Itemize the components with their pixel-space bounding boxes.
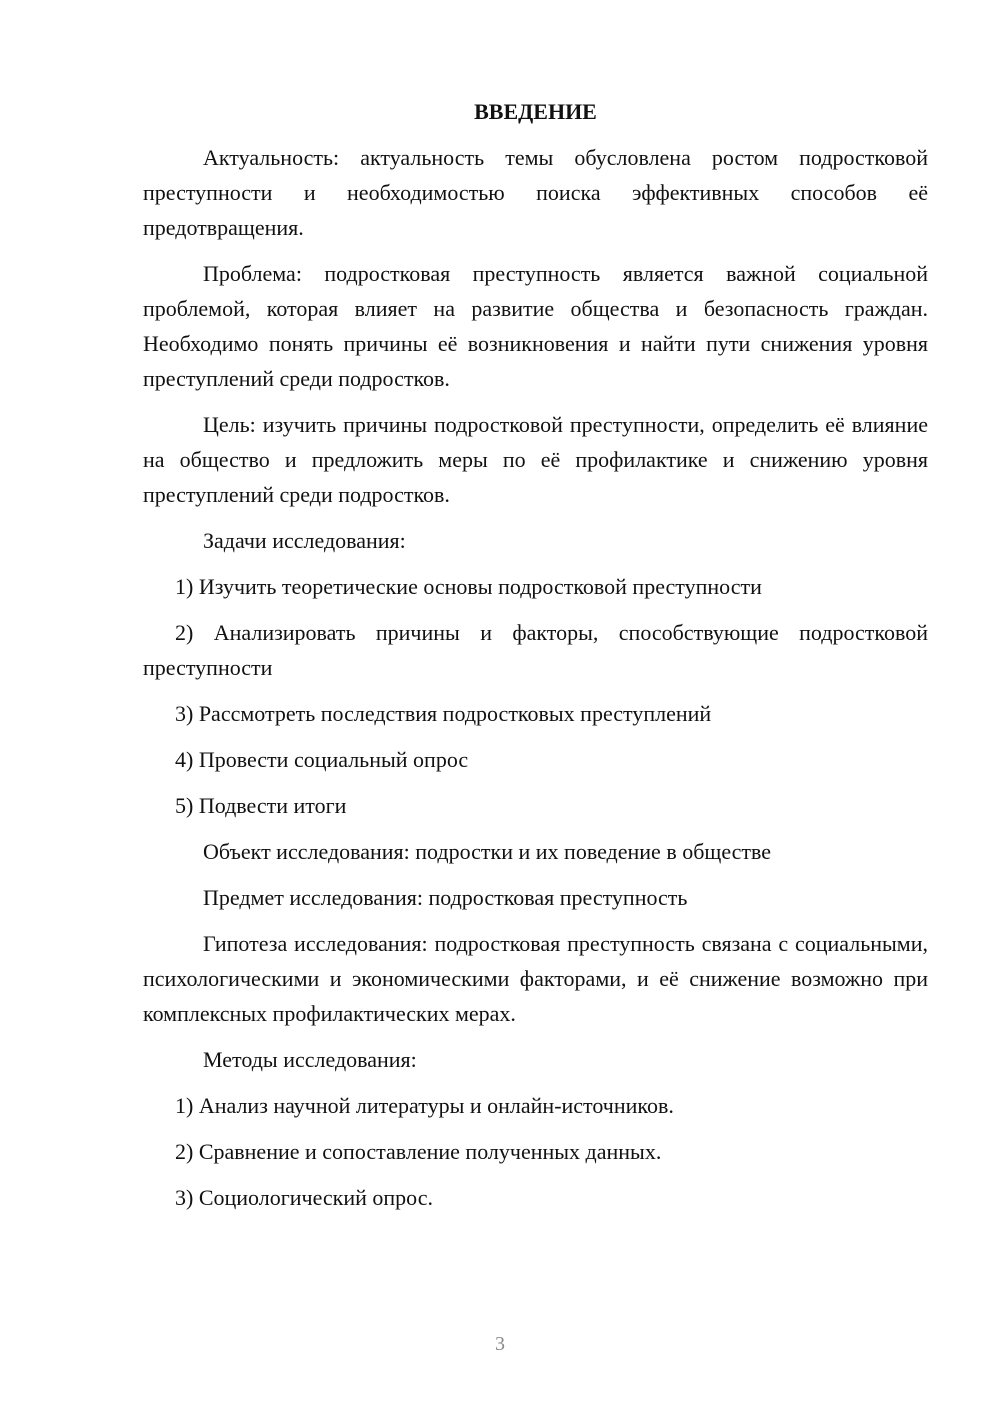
task-item: 2) Анализировать причины и факторы, способствующие подростковой преступности (143, 620, 928, 680)
page-number: 3 (495, 1333, 505, 1355)
task-item: 3) Рассмотреть последствия подростковых преступлений (175, 701, 712, 726)
subject-paragraph: Предмет исследования: подростковая преступность (203, 885, 688, 910)
task-item: 4) Провести социальный опрос (175, 747, 469, 772)
method-item: 2) Сравнение и сопоставление полученных данных. (175, 1139, 662, 1164)
hypothesis-paragraph: Гипотеза исследования: подростковая преступность связана с социальными, психологическими и экономическими факторами, и её снижение возможно при комплексных профилактических мерах. (143, 931, 928, 1026)
method-item: 3) Социологический опрос. (175, 1185, 433, 1210)
page-content (143, 94, 928, 1226)
problem-paragraph: Проблема: подростковая преступность является важной социальной проблемой, которая влияет на развитие общества и безопасность граждан. Необходимо понять причины её возникновения и найти пути снижения уровня преступлений среди подростков. (143, 261, 928, 391)
section-title: ВВЕДЕНИЕ (474, 99, 597, 124)
task-item: 1) Изучить теоретические основы подростковой преступности (175, 574, 762, 599)
methods-heading: Методы исследования: (203, 1047, 417, 1072)
method-item: 1) Анализ научной литературы и онлайн-источников. (175, 1093, 674, 1118)
tasks-heading: Задачи исследования: (203, 528, 406, 553)
relevance-paragraph: Актуальность: актуальность темы обусловлена ростом подростковой преступности и необходимостью поиска эффективных способов её предотвращения. (143, 145, 928, 240)
object-paragraph: Объект исследования: подростки и их поведение в обществе (203, 839, 772, 864)
task-item: 5) Подвести итоги (175, 793, 347, 818)
goal-paragraph: Цель: изучить причины подростковой преступности, определить её влияние на общество и предложить меры по её профилактике и снижению уровня преступлений среди подростков. (143, 412, 928, 507)
